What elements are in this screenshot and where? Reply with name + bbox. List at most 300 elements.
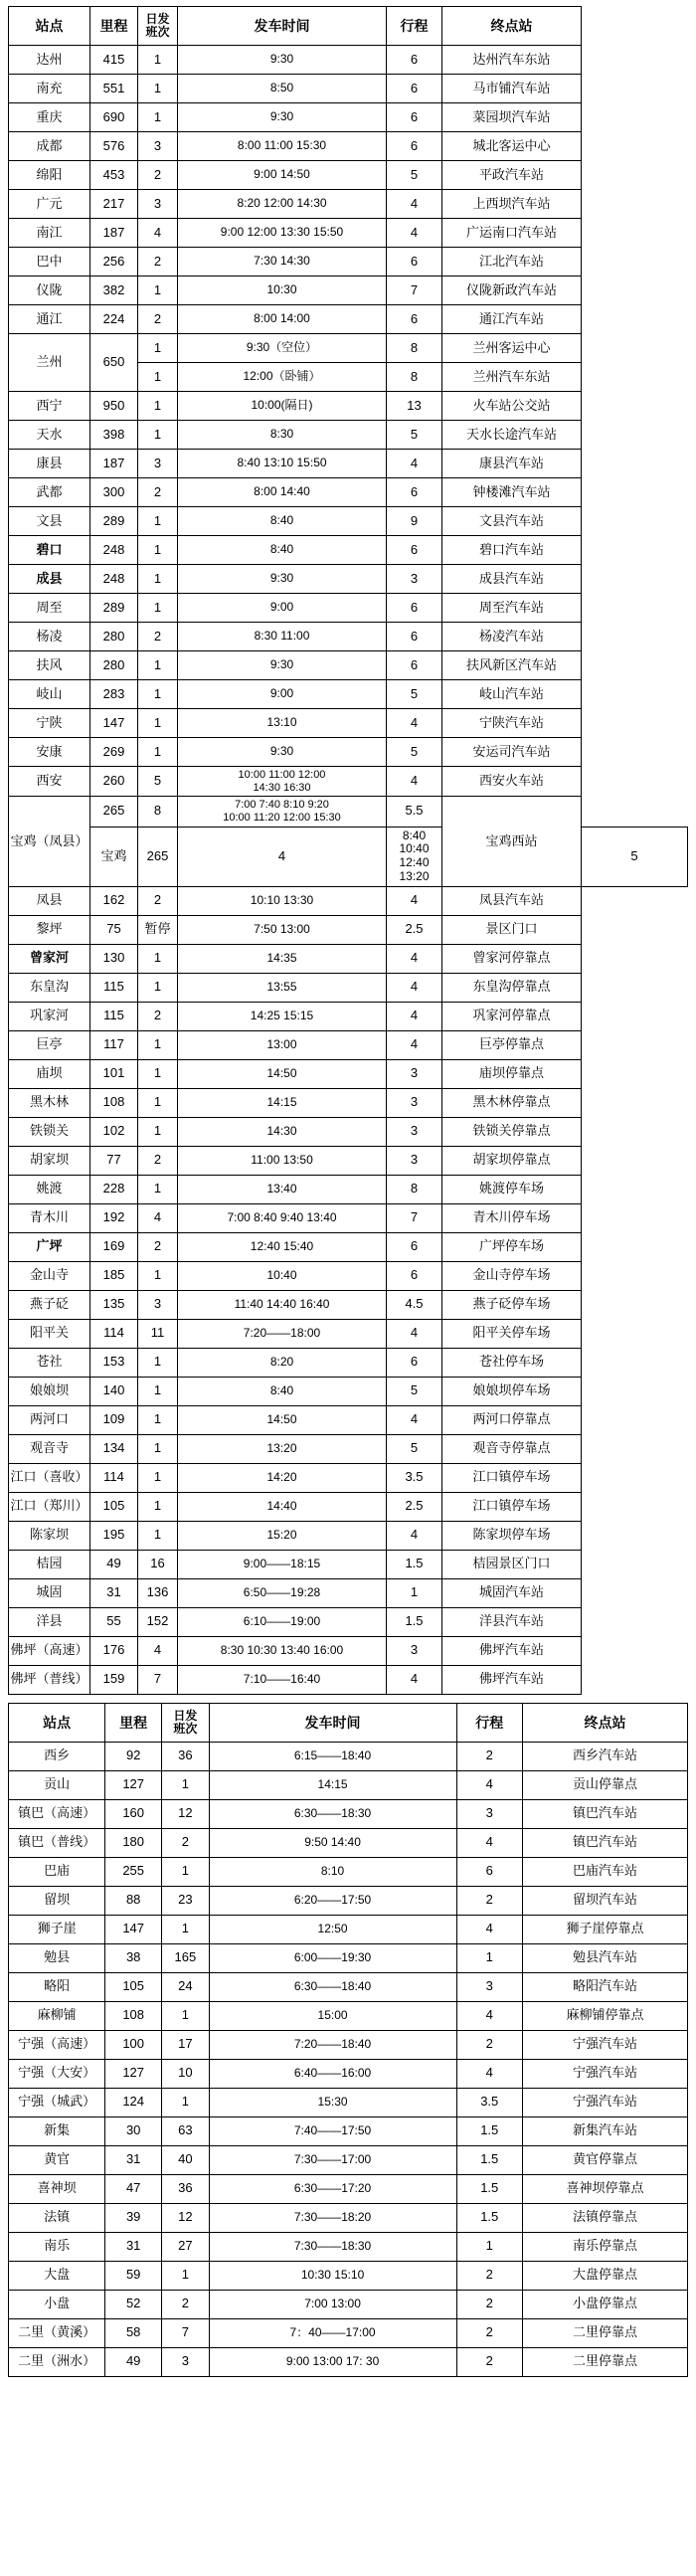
cell-mileage: 75 [90, 915, 138, 944]
cell-trips: 2 [138, 1146, 178, 1175]
cell-departure-times: 8:30 10:30 13:40 16:00 [178, 1636, 387, 1665]
cell-station: 黄官 [9, 2145, 105, 2174]
table-row [9, 2088, 688, 2116]
cell-mileage: 109 [90, 1405, 138, 1434]
cell-station: 南充 [9, 75, 90, 103]
column-header-duration-2: 行程 [456, 1703, 522, 1742]
cell-trips: 1 [138, 1463, 178, 1492]
cell-station: 贡山 [9, 1770, 105, 1799]
cell-station: 佛坪（高速） [9, 1636, 90, 1665]
cell-station: 黎坪 [9, 915, 90, 944]
cell-departure-times: 6:30——18:30 [209, 1799, 456, 1828]
cell-trips: 24 [162, 1972, 209, 2001]
cell-departure-times: 12:00（卧铺） [178, 363, 387, 392]
cell-mileage: 280 [90, 651, 138, 680]
table-row [9, 507, 688, 536]
cell-duration: 5 [387, 738, 442, 767]
cell-station: 天水 [9, 421, 90, 450]
table-row [9, 392, 688, 421]
cell-station: 阳平关 [9, 1319, 90, 1348]
column-header-trips-2 [162, 1703, 209, 1742]
cell-mileage: 58 [105, 2318, 162, 2347]
cell-terminal: 佛坪汽车站 [442, 1636, 582, 1665]
cell-station: 黑木林 [9, 1088, 90, 1117]
cell-station: 法镇 [9, 2203, 105, 2232]
cell-mileage: 162 [90, 886, 138, 915]
cell-duration: 1.5 [387, 1550, 442, 1578]
cell-duration: 4 [387, 1319, 442, 1348]
cell-mileage: 289 [90, 594, 138, 623]
cell-departure-times: 14:15 [178, 1088, 387, 1117]
cell-mileage: 185 [90, 1261, 138, 1290]
column-header-trips-line1: 日发 [145, 12, 170, 27]
table-row [9, 334, 688, 363]
cell-trips: 1 [162, 1770, 209, 1799]
cell-duration: 4 [387, 767, 442, 797]
cell-departure-times: 15:00 [209, 2001, 456, 2030]
cell-station: 燕子砭 [9, 1290, 90, 1319]
cell-duration: 1.5 [456, 2203, 522, 2232]
cell-station: 宁强（高速） [9, 2030, 105, 2059]
cell-trips: 4 [178, 827, 387, 886]
cell-duration: 8 [387, 363, 442, 392]
cell-trips: 4 [138, 1636, 178, 1665]
cell-station: 陈家坝 [9, 1521, 90, 1550]
cell-mileage: 102 [90, 1117, 138, 1146]
cell-mileage: 31 [105, 2232, 162, 2261]
cell-trips: 1 [138, 565, 178, 594]
cell-departure-times: 7:20——18:00 [178, 1319, 387, 1348]
cell-terminal: 江口镇停车场 [442, 1463, 582, 1492]
cell-duration: 5.5 [387, 797, 442, 827]
cell-departure-times: 14:15 [209, 1770, 456, 1799]
cell-duration: 4 [456, 2001, 522, 2030]
table-row [9, 1915, 688, 1943]
cell-departure-times: 9:00 [178, 680, 387, 709]
cell-trips: 1 [138, 1377, 178, 1405]
cell-terminal: 广坪停车场 [442, 1232, 582, 1261]
cell-duration: 2.5 [387, 915, 442, 944]
column-header-departure: 发车时间 [178, 7, 387, 46]
cell-terminal: 江口镇停车场 [442, 1492, 582, 1521]
cell-mileage: 160 [105, 1799, 162, 1828]
cell-departure-times: 7：40——17:00 [209, 2318, 456, 2347]
cell-terminal: 岐山汽车站 [442, 680, 582, 709]
table-row [9, 478, 688, 507]
table-row [9, 75, 688, 103]
cell-departure-times: 7:20——18:40 [209, 2030, 456, 2059]
cell-duration: 6 [387, 248, 442, 276]
cell-duration: 5 [387, 161, 442, 190]
table-row [9, 1290, 688, 1319]
cell-duration: 1.5 [456, 2174, 522, 2203]
cell-duration: 6 [387, 305, 442, 334]
cell-station: 凤县 [9, 886, 90, 915]
table-row [9, 886, 688, 915]
cell-station: 广坪 [9, 1232, 90, 1261]
cell-station: 周至 [9, 594, 90, 623]
cell-station: 宁强（城武） [9, 2088, 105, 2116]
cell-departure-times: 6:15——18:40 [209, 1742, 456, 1770]
table-row [9, 219, 688, 248]
cell-terminal: 文县汽车站 [442, 507, 582, 536]
cell-trips: 1 [138, 1059, 178, 1088]
cell-terminal: 东皇沟停靠点 [442, 973, 582, 1002]
table-row [9, 594, 688, 623]
cell-trips: 1 [138, 1030, 178, 1059]
cell-trips: 1 [138, 1175, 178, 1203]
cell-trips: 1 [138, 1088, 178, 1117]
cell-duration: 3 [387, 1636, 442, 1665]
cell-trips: 1 [138, 103, 178, 132]
cell-departure-times: 13:40 [178, 1175, 387, 1203]
cell-departure-times: 8:40 [178, 507, 387, 536]
cell-trips: 1 [162, 2001, 209, 2030]
cell-trips: 2 [138, 1002, 178, 1030]
cell-trips: 2 [138, 305, 178, 334]
cell-mileage: 256 [90, 248, 138, 276]
cell-departure-times: 13:55 [178, 973, 387, 1002]
cell-trips: 1 [138, 738, 178, 767]
table-row [9, 2145, 688, 2174]
cell-mileage: 114 [90, 1319, 138, 1348]
table-row [9, 1742, 688, 1770]
cell-terminal: 苍社停车场 [442, 1348, 582, 1377]
cell-mileage: 280 [90, 623, 138, 651]
cell-station: 镇巴（普线） [9, 1828, 105, 1857]
table-row [9, 1463, 688, 1492]
cell-terminal: 黄官停靠点 [522, 2145, 687, 2174]
cell-duration: 3 [387, 1059, 442, 1088]
cell-terminal: 兰州客运中心 [442, 334, 582, 363]
cell-terminal: 通江汽车站 [442, 305, 582, 334]
cell-trips: 12 [162, 1799, 209, 1828]
cell-terminal: 成县汽车站 [442, 565, 582, 594]
cell-trips: 2 [138, 478, 178, 507]
cell-departure-times: 7:10——16:40 [178, 1665, 387, 1694]
cell-departure-times: 9:00 12:00 13:30 15:50 [178, 219, 387, 248]
cell-duration: 4 [387, 1030, 442, 1059]
cell-terminal: 二里停靠点 [522, 2318, 687, 2347]
cell-departure-times: 7:30——18:30 [209, 2232, 456, 2261]
cell-trips: 2 [138, 161, 178, 190]
cell-mileage: 49 [90, 1550, 138, 1578]
cell-duration: 4 [456, 1828, 522, 1857]
cell-terminal: 安运司汽车站 [442, 738, 582, 767]
cell-trips: 136 [138, 1578, 178, 1607]
cell-duration: 4 [387, 944, 442, 973]
cell-duration: 3 [387, 1146, 442, 1175]
cell-mileage: 248 [90, 536, 138, 565]
cell-departure-times: 9:30 [178, 651, 387, 680]
cell-duration: 2 [456, 2347, 522, 2376]
cell-terminal: 杨凌汽车站 [442, 623, 582, 651]
table-row [9, 1607, 688, 1636]
cell-trips: 1 [138, 944, 178, 973]
cell-terminal: 达州汽车东站 [442, 46, 582, 75]
column-header-trips [138, 7, 178, 46]
cell-station: 新集 [9, 2116, 105, 2145]
cell-duration: 3 [387, 565, 442, 594]
cell-trips: 1 [138, 46, 178, 75]
cell-duration: 3 [387, 1088, 442, 1117]
cell-mileage: 650 [90, 334, 138, 392]
cell-terminal: 桔园景区门口 [442, 1550, 582, 1578]
cell-mileage: 260 [90, 767, 138, 797]
cell-mileage: 100 [105, 2030, 162, 2059]
cell-duration: 2 [456, 2318, 522, 2347]
cell-terminal: 黑木林停靠点 [442, 1088, 582, 1117]
cell-trips: 7 [162, 2318, 209, 2347]
cell-duration: 6 [387, 623, 442, 651]
cell-duration: 5 [387, 1377, 442, 1405]
cell-station: 铁锁关 [9, 1117, 90, 1146]
cell-departure-times: 8:40 13:10 15:50 [178, 450, 387, 478]
table-row [9, 1030, 688, 1059]
cell-mileage: 187 [90, 450, 138, 478]
cell-trips: 1 [138, 536, 178, 565]
cell-mileage: 159 [90, 1665, 138, 1694]
cell-departure-times: 13:20 [178, 1434, 387, 1463]
cell-departure-times: 7:50 13:00 [178, 915, 387, 944]
cell-mileage: 30 [105, 2116, 162, 2145]
cell-duration: 6 [387, 1348, 442, 1377]
cell-mileage: 52 [105, 2290, 162, 2318]
cell-terminal: 金山寺停车场 [442, 1261, 582, 1290]
cell-departure-times: 10:00 11:00 12:00 14:30 16:30 [178, 767, 387, 797]
cell-duration: 6 [387, 132, 442, 161]
cell-terminal: 凤县汽车站 [442, 886, 582, 915]
cell-departure-times: 15:20 [178, 1521, 387, 1550]
cell-terminal: 碧口汽车站 [442, 536, 582, 565]
cell-trips: 8 [138, 797, 178, 827]
cell-duration: 4 [387, 1521, 442, 1550]
cell-terminal: 菜园坝汽车站 [442, 103, 582, 132]
table-row [9, 2347, 688, 2376]
cell-station: 碧口 [9, 536, 90, 565]
table-row [9, 1377, 688, 1405]
cell-duration: 6 [387, 1261, 442, 1290]
cell-departure-times: 8:10 [209, 1857, 456, 1886]
cell-terminal: 新集汽车站 [522, 2116, 687, 2145]
cell-terminal: 宁陕汽车站 [442, 709, 582, 738]
cell-terminal: 平政汽车站 [442, 161, 582, 190]
cell-duration: 1 [456, 1943, 522, 1972]
cell-terminal: 二里停靠点 [522, 2347, 687, 2376]
table-row [9, 1972, 688, 2001]
cell-mileage: 101 [90, 1059, 138, 1088]
cell-mileage: 300 [90, 478, 138, 507]
cell-mileage: 576 [90, 132, 138, 161]
cell-station: 庙坝 [9, 1059, 90, 1088]
table-row [9, 1492, 688, 1521]
cell-station: 江口（郑川） [9, 1492, 90, 1521]
cell-trips: 1 [162, 2088, 209, 2116]
cell-mileage: 224 [90, 305, 138, 334]
cell-departure-times: 7:30 14:30 [178, 248, 387, 276]
cell-station: 杨凌 [9, 623, 90, 651]
cell-station: 佛坪（普线） [9, 1665, 90, 1694]
cell-mileage: 180 [105, 1828, 162, 1857]
cell-mileage: 265 [90, 797, 138, 827]
table-row [9, 565, 688, 594]
cell-station: 广元 [9, 190, 90, 219]
cell-trips: 36 [162, 2174, 209, 2203]
cell-mileage: 38 [105, 1943, 162, 1972]
cell-station: 成都 [9, 132, 90, 161]
cell-terminal: 曾家河停靠点 [442, 944, 582, 973]
cell-duration: 1 [387, 1578, 442, 1607]
cell-terminal: 西乡汽车站 [522, 1742, 687, 1770]
cell-trips: 2 [162, 1828, 209, 1857]
cell-trips: 27 [162, 2232, 209, 2261]
cell-station: 城固 [9, 1578, 90, 1607]
cell-station: 岐山 [9, 680, 90, 709]
cell-departure-times: 10:30 15:10 [209, 2261, 456, 2290]
table-row [9, 680, 688, 709]
cell-trips: 暂停 [138, 915, 178, 944]
table-row [9, 738, 688, 767]
cell-terminal: 江北汽车站 [442, 248, 582, 276]
cell-departure-times: 6:00——19:30 [209, 1943, 456, 1972]
cell-trips: 1 [138, 651, 178, 680]
cell-terminal: 娘娘坝停车场 [442, 1377, 582, 1405]
cell-station: 绵阳 [9, 161, 90, 190]
cell-station: 重庆 [9, 103, 90, 132]
cell-terminal: 洋县汽车站 [442, 1607, 582, 1636]
cell-duration: 4 [387, 450, 442, 478]
cell-duration: 5 [387, 1434, 442, 1463]
cell-terminal: 略阳汽车站 [522, 1972, 687, 2001]
cell-station: 仪陇 [9, 276, 90, 305]
cell-trips: 3 [162, 2347, 209, 2376]
table-row [9, 651, 688, 680]
cell-departure-times: 14:40 [178, 1492, 387, 1521]
cell-station: 姚渡 [9, 1175, 90, 1203]
cell-trips: 1 [138, 709, 178, 738]
cell-terminal: 上西坝汽车站 [442, 190, 582, 219]
cell-departure-times: 14:50 [178, 1059, 387, 1088]
cell-station: 洋县 [9, 1607, 90, 1636]
cell-trips: 1 [138, 973, 178, 1002]
table-row [9, 1059, 688, 1088]
cell-trips: 3 [138, 190, 178, 219]
cell-trips: 1 [138, 1117, 178, 1146]
cell-trips: 2 [138, 248, 178, 276]
cell-terminal: 西安火车站 [442, 767, 582, 797]
cell-departure-times: 7:00 13:00 [209, 2290, 456, 2318]
cell-duration: 3 [387, 1117, 442, 1146]
cell-station: 苍社 [9, 1348, 90, 1377]
cell-terminal: 兰州汽车东站 [442, 363, 582, 392]
cell-station: 小盘 [9, 2290, 105, 2318]
cell-mileage: 135 [90, 1290, 138, 1319]
cell-mileage: 398 [90, 421, 138, 450]
cell-trips: 3 [138, 132, 178, 161]
cell-duration: 5 [387, 421, 442, 450]
table-row [9, 1857, 688, 1886]
cell-trips: 12 [162, 2203, 209, 2232]
cell-mileage: 551 [90, 75, 138, 103]
cell-terminal: 宁强汽车站 [522, 2059, 687, 2088]
cell-trips: 16 [138, 1550, 178, 1578]
column-header-trips-line2-2: 班次 [173, 1721, 198, 1736]
table-row [9, 1348, 688, 1377]
cell-trips: 11 [138, 1319, 178, 1348]
cell-duration: 4 [387, 1405, 442, 1434]
cell-duration: 7 [387, 276, 442, 305]
cell-station: 略阳 [9, 1972, 105, 2001]
cell-station: 曾家河 [9, 944, 90, 973]
cell-terminal: 仪陇新政汽车站 [442, 276, 582, 305]
cell-mileage: 176 [90, 1636, 138, 1665]
cell-mileage: 255 [105, 1857, 162, 1886]
cell-station: 达州 [9, 46, 90, 75]
cell-mileage: 289 [90, 507, 138, 536]
cell-terminal: 燕子砭停车场 [442, 1290, 582, 1319]
cell-departure-times: 9:30 [178, 103, 387, 132]
cell-trips: 1 [138, 1348, 178, 1377]
cell-departure-times: 8:40 [178, 536, 387, 565]
table-row [9, 536, 688, 565]
cell-duration: 7 [387, 1203, 442, 1232]
table-header-row [9, 7, 688, 46]
cell-terminal: 大盘停靠点 [522, 2261, 687, 2290]
column-header-terminal: 终点站 [442, 7, 582, 46]
cell-trips: 165 [162, 1943, 209, 1972]
cell-duration: 6 [387, 536, 442, 565]
cell-duration: 2.5 [387, 1492, 442, 1521]
cell-terminal: 景区门口 [442, 915, 582, 944]
cell-terminal: 贡山停靠点 [522, 1770, 687, 1799]
table-row [9, 2174, 688, 2203]
table-row [9, 1232, 688, 1261]
cell-trips: 1 [138, 594, 178, 623]
cell-duration: 9 [387, 507, 442, 536]
cell-departure-times: 9:00 [178, 594, 387, 623]
cell-mileage: 134 [90, 1434, 138, 1463]
cell-station: 宁陕 [9, 709, 90, 738]
column-header-terminal-2: 终点站 [522, 1703, 687, 1742]
cell-mileage: 31 [105, 2145, 162, 2174]
cell-departure-times: 7:40——17:50 [209, 2116, 456, 2145]
cell-terminal: 马市铺汽车站 [442, 75, 582, 103]
cell-trips: 10 [162, 2059, 209, 2088]
cell-station: 胡家坝 [9, 1146, 90, 1175]
cell-duration: 1 [456, 2232, 522, 2261]
cell-station: 观音寺 [9, 1434, 90, 1463]
cell-mileage: 88 [105, 1886, 162, 1915]
cell-terminal: 胡家坝停靠点 [442, 1146, 582, 1175]
cell-station: 留坝 [9, 1886, 105, 1915]
cell-mileage: 117 [90, 1030, 138, 1059]
cell-terminal: 火车站公交站 [442, 392, 582, 421]
cell-departure-times: 9:00——18:15 [178, 1550, 387, 1578]
cell-mileage: 130 [90, 944, 138, 973]
table-row [9, 2030, 688, 2059]
cell-terminal: 观音寺停靠点 [442, 1434, 582, 1463]
cell-mileage: 690 [90, 103, 138, 132]
table-row [9, 915, 688, 944]
cell-terminal: 留坝汽车站 [522, 1886, 687, 1915]
cell-duration: 6 [456, 1857, 522, 1886]
table-row [9, 2116, 688, 2145]
cell-duration: 8 [387, 1175, 442, 1203]
cell-terminal: 周至汽车站 [442, 594, 582, 623]
cell-duration: 2 [456, 1742, 522, 1770]
cell-departure-times: 6:10——19:00 [178, 1607, 387, 1636]
cell-mileage: 105 [90, 1492, 138, 1521]
